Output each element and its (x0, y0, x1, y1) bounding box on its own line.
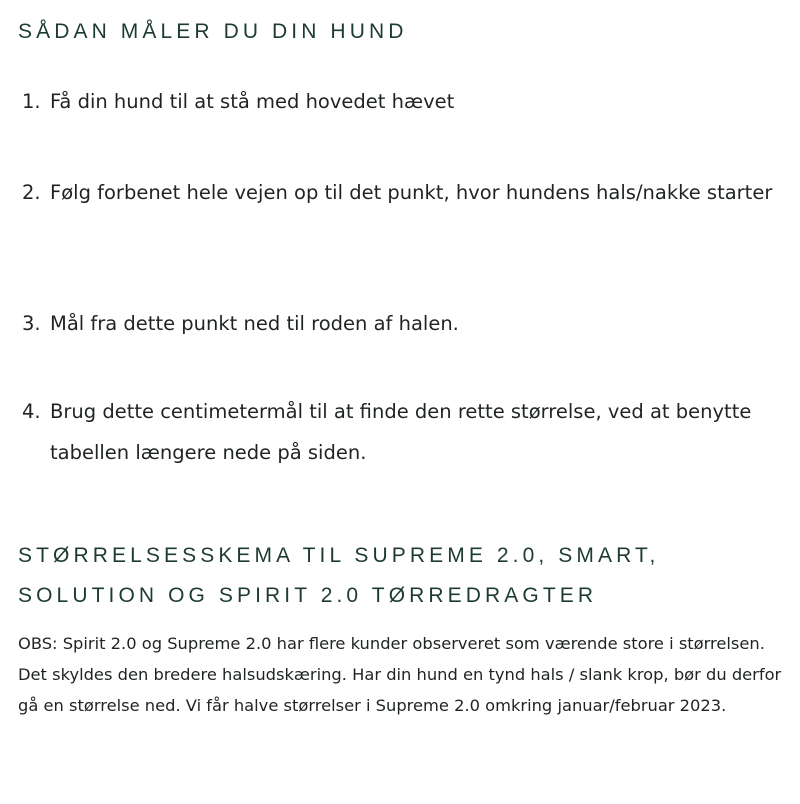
step-text: Mål fra dette punkt ned til roden af halen. (50, 312, 459, 335)
size-chart-heading-line-1: STØRRELSESSKEMA TIL SUPREME 2.0, SMART, (18, 544, 660, 567)
step-number: 2. (22, 181, 41, 204)
step-number: 3. (22, 312, 41, 335)
measuring-step-4 (22, 391, 782, 473)
measuring-step-2 (22, 172, 782, 213)
measuring-step-3 (22, 303, 782, 344)
size-note-paragraph: OBS: Spirit 2.0 og Supreme 2.0 har flere kunder observeret som værende store i størrelsen. Det skyldes den bredere halsudskæring. Har din hund en tynd hals / slank krop, bør du derfor gå en størrelse ned. Vi får halve størrelser i Supreme 2.0 omkring januar/februar 2023. (18, 634, 782, 715)
measuring-guide-heading: SÅDAN MÅLER DU DIN HUND (18, 20, 408, 43)
step-text: Brug dette centimetermål til at finde den rette størrelse, ved at benytte tabellen længere nede på siden. (50, 400, 752, 464)
size-chart-heading-line-2: SOLUTION OG SPIRIT 2.0 TØRREDRAGTER (18, 584, 598, 607)
step-text: Følg forbenet hele vejen op til det punkt, hvor hundens hals/nakke starter (50, 181, 773, 204)
size-chart-heading (18, 536, 660, 616)
step-number: 1. (22, 90, 41, 113)
step-text: Få din hund til at stå med hovedet hævet (50, 90, 455, 113)
measuring-step-1 (22, 81, 782, 122)
step-number: 4. (22, 400, 41, 423)
